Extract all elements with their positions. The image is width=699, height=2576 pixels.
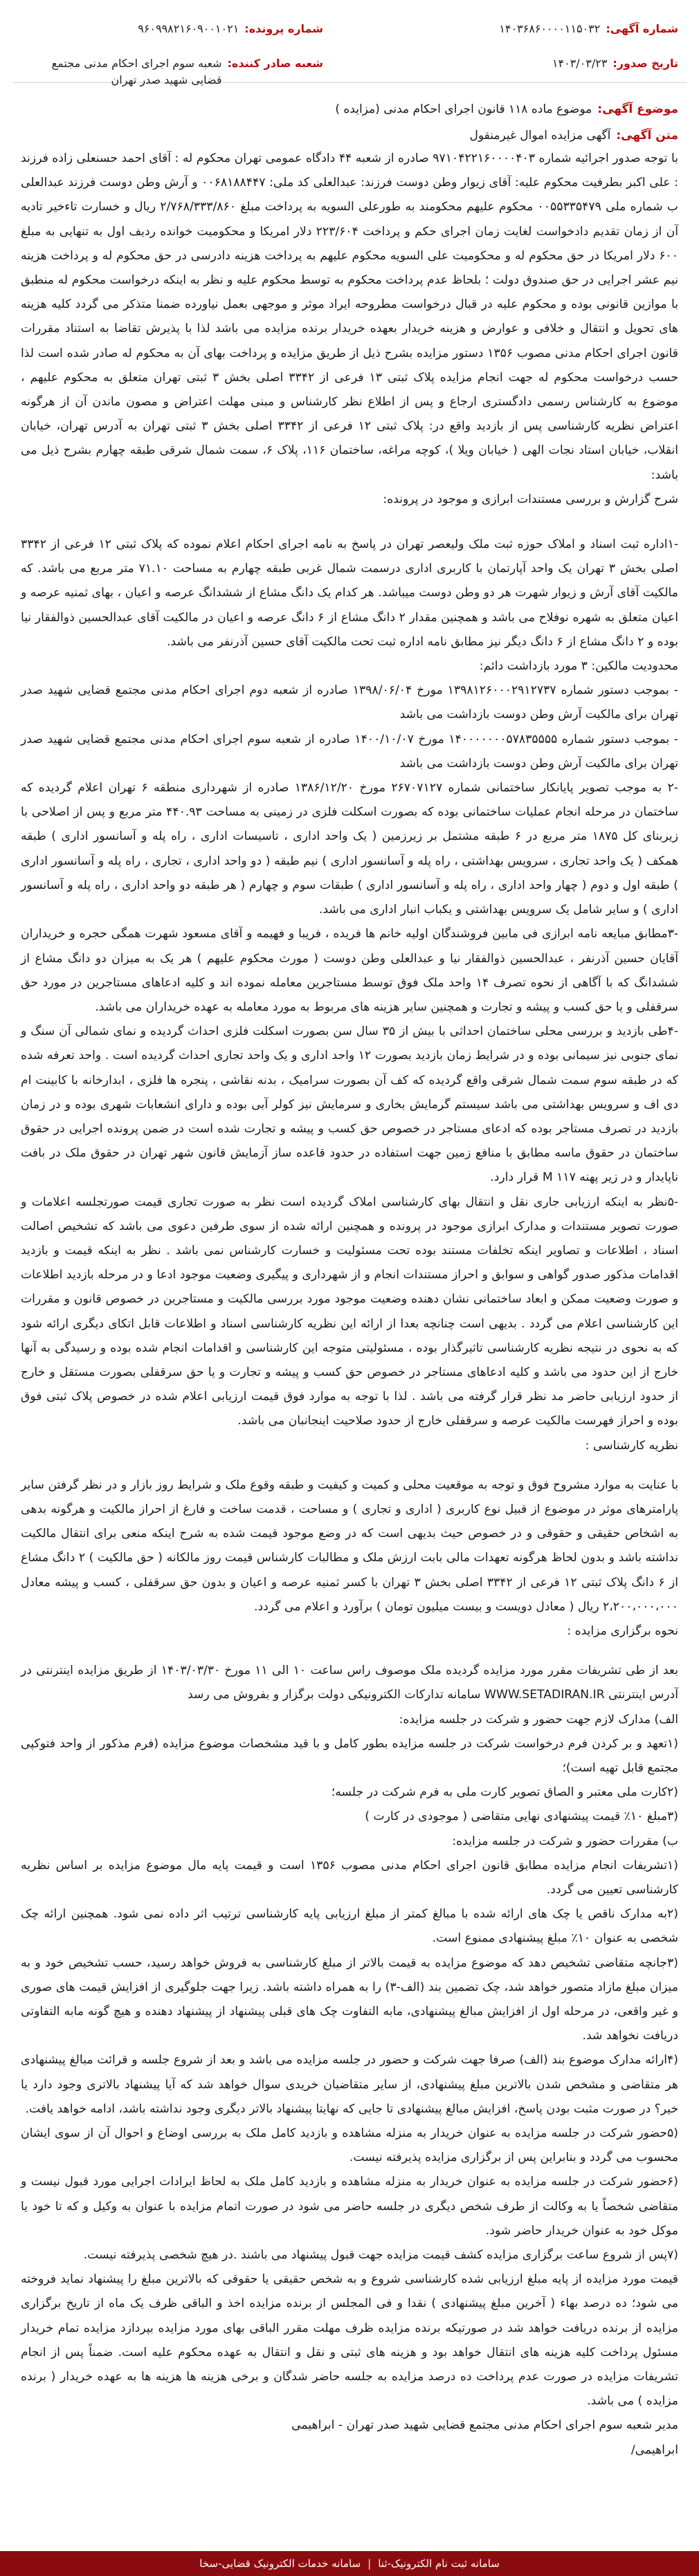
notice-number-label: شماره آگهی: [606, 22, 678, 35]
case-number-row [21, 21, 323, 37]
notice-paragraphs [21, 147, 678, 2463]
header-left-column [21, 21, 323, 107]
notice-paragraph-p11: نظریه کارشناسی : [585, 1438, 678, 1453]
notice-paragraph-p21: (۲به مدارک ناقص یا چک های ارائه شده با مبالغ کمتر از مبلغ ارزیابی پایه کارشناسی ترتیب اثر داده نمی شود. همچنین ارائه چک شخصی به عنوان ۱۰٪ مبلغ پیشنهادی ممنوع است. [21, 1907, 678, 1946]
notice-paragraph-p16: (۱تعهد و بر کردن فرم درخواست شرکت در جلسه مزایده بطور کامل و با قید مشخصات موضوع مزایده (فرم مذکور از واحد فتوکپی مجتمع قابل تهیه است)؛ [21, 1736, 678, 1775]
notice-paragraph-p14: بعد از طی تشریفات مقرر مورد مزایده گردیده ملک موصوف راس ساعت ۱۰ الی ۱۱ مورخ ۱۴۰۳/۰۳/۳۰ از طریق مزایده اینترنتی در آدرس اینترنتی WWW.SETADIRAN.IR سامانه تدارکات الکترونیکی دولت برگزار و بفروش می رسد [21, 1664, 678, 1702]
case-number-value: ۹۶۰۹۹۸۲۱۶۰۹۰۰۱۰۲۱ [138, 22, 239, 35]
subject-value: موضوع ماده ۱۱۸ قانون اجرای احکام مدنی (مزایده ) [335, 102, 592, 116]
notice-paragraph-p10: -۵نظر به اینکه ارزیابی جاری نقل و انتقال بهای کارشناسی املاک گردیده است نظر به صورت تجاری قیمت صورتجلسه اعلامات و صورت تصویر مستندات و مدارک ابرازی موجود در پرونده و همچنین ارائه شده از سوی طرفین دعوی می باشد که تشخیص اصالت اسناد ، اطلاعات و تصاویر اینکه تخلفات مستند بوده تحت مسئولیت و خسارت کارشناس نمی باشد . نظر به اینکه قیمت و بازدید اقدامات مذکور صدور گواهی و سوابق و احراز مستندات انجام و از شهرداری و پیگیری وضعیت موجود ادعا و در مرحله بازدید اطلاعات و صورت وضعیت ممکن و ابعاد ساختمانی نشان دهنده وضعیت موجود مورد بررسی مالکیت و مستاجرین در خصوص قانون و مقررات این کارشناسی اعلام می گردد . بدیهی است چنانچه بعدا از ارائه این نظریه کارشناسی اسناد و اطلاعات قابل اتکای دیگری ارائه شود که به نحوی در نتیجه نظریه کارشناسی تاثیرگذار بوده ، مسئولیتی متوجه این کارشناسی و اقدامات انجام شده بوده و رسیدگی به آنها خارج از این حدود می باشد و کلیه ادعاهای مستاجر در خصوص حق کسب و پیشه و تجارت و یا حق سرقفلی بصورت مستقل و خارج از حدود ارزیابی حاضر مد نظر قرار گرفته می باشد . لذا با توجه به موارد فوق قیمت ارزیابی اعلام شده در خصوص پلاک ثبتی فوق بوده و احراز فهرست مالکیت عرصه و سرقفلی خارج از حدود صلاحیت اینجانبان می باشد. [21, 1195, 678, 1428]
notice-paragraph-p26: (۷پس از شروع ساعت برگزاری مزایده کشف قیمت مزایده جهت قبول پیشنهاد می باشند .در هیچ شخصی پذیرفته نیست. [83, 2248, 678, 2263]
notice-paragraph-p15: الف) مدارک لازم جهت حضور و شرکت در جلسه مزایده: [399, 1712, 678, 1727]
notice-paragraph-p20: (۱تشریفات انجام مزایده مطابق قانون اجرای احکام مدنی مصوب ۱۳۵۶ است و قیمت پایه مال موضوع مزایده بر اساس نظریه کارشناسی تعیین می گردد. [21, 1858, 678, 1897]
issuer-label: شعبه صادر کننده: [227, 57, 323, 70]
notice-text-label: متن آگهی: [616, 129, 678, 142]
notice-paragraph-p19: ب) مقررات حضور و شرکت در جلسه مزایده: [452, 1834, 678, 1848]
issue-date-value: ۱۴۰۳/۰۳/۲۳ [552, 57, 608, 70]
notice-paragraph-p18: (۳مبلغ ۱۰٪ قیمت پیشنهادی نهایی متقاضی ( موجودی در کارت ) [365, 1810, 678, 1824]
notice-paragraph-p23: (۴ارائه مدارک موضوع بند (الف) صرفا جهت شرکت و حضور در جلسه مزایده می باشد و بعد از شروع جلسه و قرائت مبالغ پیشنهادی هر متقاضی و مشخص شدن بالاترین مبلغ پیشنهادی، از سایر متقاضیان خریدی سوال خواهد شد که آیا پیشنهاد بالاتری وجود دارد یا خیر؟ در صورت مثبت بودن پاسخ، افزایش مبالغ پیشنهادی تا جایی که نهایتا پیشنهاد بالاتر دیگری وجود نداشته باشد، ادامه خواهد یافت. [21, 2053, 678, 2116]
notice-header [12, 0, 687, 86]
issue-date-label: تاریخ صدور: [612, 57, 678, 70]
subject-label: موضوع آگهی: [597, 102, 678, 116]
notice-title: آگهی مزایده اموال غیرمنقول [469, 129, 611, 142]
notice-paragraph-p27: قیمت مورد مزایده از پایه مبلغ ارزیابی شده کارشناسی شروع و به شخص حقیقی یا حقوقی که بالاترین مبلغ را پیشنهاد نماید فروخته می شود؛ ده درصد بهاء ( آخرین مبلغ پیشنهادی ) نقدا و فی المجلس از برنده مزایده اخذ و الباقی ظرف یک ماه از تاریخ برگزاری مزایده از برنده دریافت خواهد شد در صورتیکه برنده مزایده ظرف مهلت مقرر الباقی بهای مورد مزایده بپردازد مزایده تمام خریدار مسئول پرداخت کلیه هزینه های انتقال خواهد بود و هزینه های ثبتی و نقل و انتقال به عهده محکوم علیه است. ضمناً پس از انجام تشریفات مزایده در صورت عدم پرداخت ده درصد مزایده به جلسه حاضر شدگان و برخی هزینه ها هزینه ها به عهده خریدار ( برنده مزایده ) می باشد. [21, 2272, 678, 2409]
issuer-value: شعبه سوم اجرای احکام مدنی مجتمع قضایی شهید صدر تهران [51, 57, 222, 86]
notice-text-label-row [21, 129, 678, 142]
notice-paragraph-p6: - بموجب دستور شماره ۱۴۰۰۰۰۰۰۰۵۷۸۳۵۵۵۵ مورخ ۱۴۰۰/۱۰/۰۷ صادره از شعبه سوم اجرای احکام مدنی مجتمع قضایی شهید صدر تهران برای مالکیت آرش وطن دوست بازداشت می باشد [21, 732, 678, 771]
notice-paragraph-p12: با عنایت به موارد مشروح فوق و توجه به موقعیت محلی و کمیت و کیفیت و طبقه وقوع ملک و شرایط روز بازار و در نظر گرفتن سایر پارامترهای موثر در موضوع از قبیل نوع کاربری ( اداری و تجاری ) و مساحت ، قدمت ساخت و فارغ از احراز مالکیت و هرگونه بدهی به اشخاص حقیقی و حقوقی و در خصوص حیث بدیهی است که در وضع موجود قیمت شده به شرح اینکه منعی برای انتقال مالکیت نداشته باشد و بدون لحاظ هرگونه تعهدات مالی بابت ارزش ملک و مطالبات کارشناس قیمت روز مالکانه ( حق مالکیت ) ۲ دانگ مشاع از ۶ دانگ پلاک ثبتی ۱۲ فرعی از ۳۳۴۲ اصلی بخش ۳ تهران با کسر ثمنیه عرصه و اعیان و بدون حق سرقفلی ، کسب و پیشه معادل ۲،۲۰۰،۰۰۰،۰۰۰ ریال ( معادل دویست و بیست میلیون تومان ) برآورد و اعلام می گردد. [21, 1478, 678, 1614]
notice-paragraph-p3: -۱اداره ثبت اسناد و املاک حوزه ثبت ملک ولیعصر تهران در پاسخ به نامه اجرای احکام اعلام نموده که پلاک ثبتی ۱۲ فرعی از ۳۳۴۲ اصلی بخش ۳ تهران یک واحد آپارتمان با کاربری اداری درسمت شمال غربی طبقه چهارم به مساحت ۷۱.۱۰ متر مربع می باشد. که مالکیت آقای آرش و زیوار شهرت هر دو وطن دوست میباشد. هر کدام یک دانگ مشاع از ششدانگ عرصه و اعیان ، بهای ثمنیه عرصه و اعیان متعلق به شهره نوفلاح می باشد و همچنین مقدار ۲ دانگ مشاع از ۶ دانگ عرصه و اعیان در مالکیت آقای عبدالحسین ذوالفقار نیا بوده و ۲ دانگ مشاع از ۶ دانگ دیگر نیز مطابق نامه اداره ثبت تحت مالکیت آقای حسین آذرنفر می باشد. [21, 537, 679, 649]
issuer-row [21, 55, 323, 89]
notice-paragraph-p22: (۳جانچه متقاضی تشخیص دهد که موضوع مزایده به قیمت بالاتر از مبلغ کارشناسی به فروش خواهد رسید، حسب تشخیص خود و به میزان مبلغ مازاد متصور خواهد شد، چک تضمین بند (الف-۳) را به همراه داشته باشد. زیرا جهت جلوگیری از افزایش قیمت های صوری و غیر واقعی، در مرحله اول از افزایش مبالغ پیشنهادی، مابه التفاوت چک های قبلی پیشنهاد از پیشنهاد دهنده و هیچ گونه مابه التفاوتی دریافت نخواهد شد. [21, 1956, 678, 2043]
notice-paragraph-p13: نحوه برگزاری مزایده : [567, 1623, 678, 1638]
notice-paragraph-p29: ابراهیمی/ [630, 2442, 678, 2457]
notice-paragraph-p28: مدیر شعبه سوم اجرای احکام مدنی مجتمع قضایی شهید صدر تهران - ابراهیمی [291, 2418, 678, 2433]
site-footer [0, 2551, 699, 2576]
notice-paragraph-p2: شرح گزارش و بررسی مستندات ابرازی و موجود در پرونده: [383, 492, 678, 506]
notice-paragraph-p7: -۲ به موجب تصویر پایانکار ساختمانی شماره ۲۶۷۰۷۱۲۷ مورخ ۱۳۸۶/۱۲/۲۰ صادره از شهرداری منطقه ۶ تهران اعلام گردیده که ساختمان در مرحله انجام عملیات ساختمانی بوده که بصورت اسکلت فلزی در زمینی به مساحت ۴۴۰.۹۳ متر مربع و پس از اصلاحی با زیربنای کل ۱۸۷۵ متر مربع در ۶ طبقه مشتمل بر زیرزمین ( یک واحد اداری ، تاسیسات اداری ، راه پله و آسانسور اداری ) طبقه همکف ( یک واحد تجاری ، سرویس بهداشتی ، راه پله و آسانسور اداری ) نیم طبقه ( دو واحد اداری ، تجاری ، راه پله و آسانسور اداری ) طبقه اول و دوم ( چهار واحد اداری ، راه پله و آسانسور اداری ) طبقات سوم و چهارم ( هر طبقه دو واحد اداری ، راه پله و آسانسور اداری ) و سایر شامل یک سرویس بهداشتی و یکباب انبار اداری می باشد. [21, 781, 678, 917]
notice-number-value: ۱۴۰۳۶۸۶۰۰۰۰۱۱۵۰۳۲ [499, 22, 601, 35]
notice-paragraph-p24: (۵حضور شرکت در جلسه مزایده به عنوان خریدار به منزله مشاهده و بازدید کامل ملک به بررسی اوضاع و احوال آن از سوی ایشان محسوب می گردد و بنابراین پس از برگزاری مزایده پذیرفته نیست. [21, 2126, 678, 2165]
notice-paragraph-p17: (۲کارت ملی معتبر و الصاق تصویر کارت ملی به فرم شرکت در جلسه؛ [331, 1785, 678, 1800]
notice-paragraph-p5: - بموجب دستور شماره ۱۳۹۸۱۲۶۰۰۰۲۹۱۲۷۳۷ مورخ ۱۳۹۸/۰۶/۰۴ صادره از شعبه دوم اجرای احکام مدنی مجتمع قضایی شهید صدر تهران برای مالکیت آرش وطن دوست بازداشت می باشد [21, 683, 678, 722]
notice-body [12, 83, 687, 2463]
notice-paragraph-p9: -۴طی بازدید و بررسی محلی ساختمان احداثی با بیش از ۳۵ سال سن بصورت اسکلت فلزی احداث گردیده و نمای شمالی آن سنگ و نمای جنوبی نیز سیمانی بوده و در شرایط زمان بازدید بصورت ۱۲ واحد اداری و یک واحد تجاری احداث گردیده است . واحد تعرفه شده که در طبقه سوم سمت شمال شرقی واقع گردیده که کف آن بصورت سرامیک ، بدنه نقاشی ، پنجره ها فلزی ، ابدارخانه با کابینت ام دی اف و سرویس بهداشتی می باشد سیستم گرمایش بخاری و سرمایش نیز کولر آبی بوده و دارای انشعابات شهری بوده و در زمان بازدید در تصرف مستاجر بوده که ادعای مستاجر در خصوص حق کسب و پیشه و تجارت شده است در ضمن پرونده اجرایی در حقوق ساختمان در حقوق ماسه مطابق با منافع زمین جهت استفاده در حدود قاعده ساز آزمایش قانون شهر تهران در حقوق ملک در بافت ناپایدار و در زیر پهنه M ۱۱۷ قرار دارد. [21, 1024, 678, 1185]
footer-link-sana[interactable]: سامانه ثبت نام الکترونیک-ثنا [378, 2557, 500, 2570]
footer-separator: | [367, 2557, 372, 2570]
footer-link-sakha[interactable]: سامانه خدمات الکترونیک قضایی-سخا [199, 2557, 361, 2570]
header-right-column [376, 21, 678, 90]
notice-paragraph-p4: محدودیت مالکین: ۳ مورد بازداشت دائم: [479, 659, 678, 674]
notice-paragraph-p25: (۶حضور شرکت در جلسه مزایده به عنوان خریدار به منزله مشاهده و بازدید کامل ملک به لحاظ ایرادات اجرایی مورد قبول نیست و متقاضی شخصاً یا به وکالت از طرف شخص دیگری در جلسه حاضر می شود در صورت اتمام مزایده با عنوان به وکیل و که تا خود یا موکل خود به عنوان خریدار حاضر شود. [21, 2175, 678, 2238]
issue-date-row [376, 55, 678, 72]
notice-paragraph-p1: با توجه صدور اجرائیه شماره ۹۷۱۰۴۲۲۱۶۰۰۰۰۴۰۳ صادره از شعبه ۴۴ دادگاه عمومی تهران محکوم له : آقای احمد حسنعلی زاده فرزند : علی اکبر بطرفیت محکوم علیه: آقای زیوار وطن دوست فرزند: عبدالعلی کد ملی: ۰۰۶۸۱۸۸۴۴۷ و آرش وطن دوست فرزند عبدالعلی ب‌ شماره ملی ۰۰۵۵۳۳۵۴۷۹ محکوم علیهم محکومند به طورعلی السویه به پرداخت مبلغ ۲/۷۶۸/۳۳۳/۸۶۰ ریال و خسارت تاءخیر تادیه آن از زمان تقدیم دادخواست لغایت زمان اجرای حکم و پرداخت ۲۲۳/۶۰۴ دلار امریکا و محکومیت خوانده ردیف اول به تنهایی به مبلغ ۶۰۰ دلار امریکا در حق محکوم له و محکومیت علی السویه محکوم علیهم به پرداخت هزینه دادرسی در حق محکوم له و پرداخت هزینه نیم عشر اجرایی در حق صندوق دولت ؛ بلحاظ عدم پرداخت محکوم به توسط محکوم علیه و نظر به اینکه درخواست محکوم له منطبق با موازین قانونی بوده و محکوم علیه در قبال درخواست مطروحه ایراد موثر و موجهی بعمل نیاورده ضمنا متذکر می گردد کلیه هزینه های تحویل و انتقال و خلافی و عوارض و هزینه خریدار بعهده خریدار برنده مزایده می باشد لذا با پذیرش تقاضا به استناد مقررات قانون اجرای احکام مدنی مصوب ۱۳۵۶ دستور مزایده بشرح ذیل از طریق مزایده و پرداخت بهای آن به محکوم له صادر شده است لذا حسب درخواست محکوم له جهت انجام مزایده پلاک ثبتی ۱۳ فرعی از ۳۳۴۲ اصلی بخش ۳ ثبتی تهران متعلق به محکوم علیهم ، موضوع به کارشناس رسمی دادگستری ارجاع و پس از اطلاع نظر کارشناس و مبنی مهلت اعتراض و مصون ماندن آن از هرگونه اعتراض نظریه کارشناسی پس از بازدید واقع در: پلاک ثبتی ۱۲ فرعی از ۳۳۴۲ اصلی بخش ۳ ثبتی تهران به آدرس تهران، خیابان انقلاب، خیابان استاد نجات الهی ( خیابان ویلا )، کوچه مراغه، ساختمان ۱۱۶، پلاک ۶، سمت شمال شرقی طبقه چهارم بشرح ذیل می باشد: [21, 151, 679, 482]
case-number-label: شماره پرونده: [244, 22, 323, 35]
notice-paragraph-p8: -۳مطابق مبایعه نامه ابرازی فی مابین فروشندگان اولیه خانم ها فریده ، فریبا و فهیمه و آقای مسعود شهرت همگی حجره و خریداران آقایان حسین آذرنفر ، عبدالحسین ذوالفقار نیا و عبدالعلی وطن دوست ( مورث محکوم علیهم ) هر یک به میزان دو دانگ مشاع از ششدانگ که با آگاهی از نحوه تصرف ۱۴ واحد ملک فوق توسط مستاجرین معامله نموده اند و کلیه ادعاهای مستاجرین در مورد حق سرقفلی و یا حق کسب و پیشه و تجارت و همچنین سایر هزینه های مربوط به مورد معامله به عهده خریداران می باشد. [21, 927, 678, 1014]
notice-number-row [376, 21, 678, 37]
